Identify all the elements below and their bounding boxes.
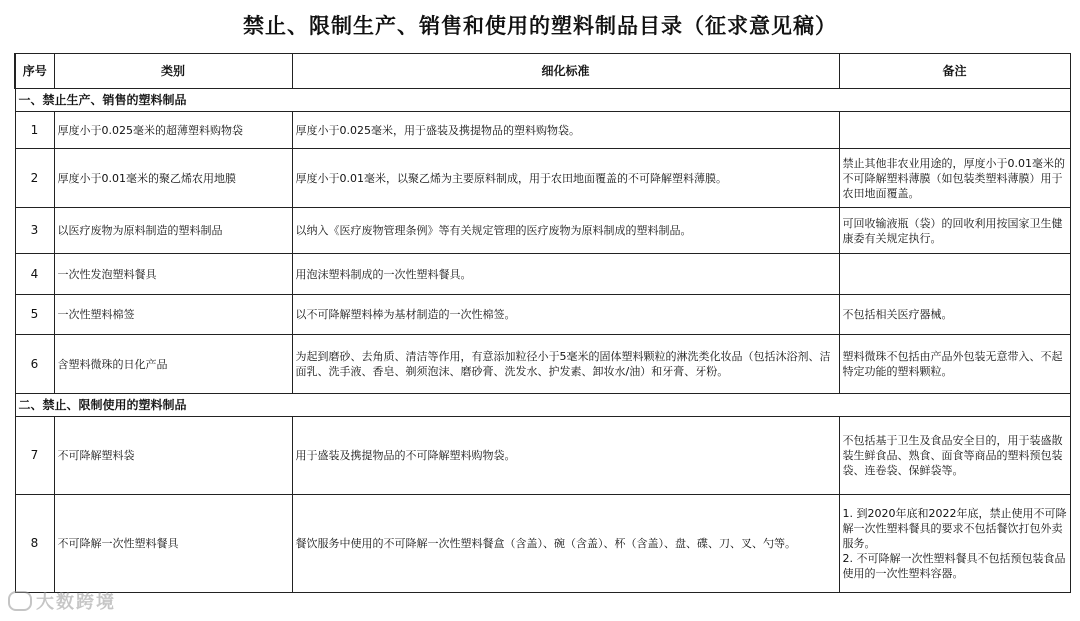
watermark-logo-icon [8, 591, 32, 611]
row-no: 4 [15, 254, 54, 295]
row-no: 7 [15, 417, 54, 495]
header-note: 备注 [839, 54, 1070, 89]
row-standard: 厚度小于0.01毫米，以聚乙烯为主要原料制成，用于农田地面覆盖的不可降解塑料薄膜。 [292, 149, 839, 208]
row-note [839, 254, 1070, 295]
table-row [15, 335, 1070, 394]
table-row [15, 417, 1070, 495]
catalog-table [14, 53, 1071, 593]
section-heading: 一、禁止生产、销售的塑料制品 [15, 89, 1070, 112]
row-note: 禁止其他非农业用途的，厚度小于0.01毫米的不可降解塑料薄膜（如包装类塑料薄膜）用于农田地面覆盖。 [839, 149, 1070, 208]
row-standard: 以纳入《医疗废物管理条例》等有关规定管理的医疗废物为原料制成的塑料制品。 [292, 208, 839, 254]
row-category: 不可降解一次性塑料餐具 [54, 495, 292, 593]
row-no: 1 [15, 112, 54, 149]
table-row [15, 208, 1070, 254]
row-standard: 以不可降解塑料棒为基材制造的一次性棉签。 [292, 295, 839, 335]
row-standard: 用于盛装及携提物品的不可降解塑料购物袋。 [292, 417, 839, 495]
watermark-text: 大数跨境 [36, 592, 116, 613]
row-note: 1. 到2020年底和2022年底，禁止使用不可降解一次性塑料餐具的要求不包括餐饮打包外卖服务。 2. 不可降解一次性塑料餐具不包括预包装食品使用的一次性塑料容器。 [839, 495, 1070, 593]
table-header-row [15, 54, 1070, 89]
row-category: 一次性塑料棉签 [54, 295, 292, 335]
table-row [15, 495, 1070, 593]
row-category: 一次性发泡塑料餐具 [54, 254, 292, 295]
row-standard: 厚度小于0.025毫米，用于盛装及携提物品的塑料购物袋。 [292, 112, 839, 149]
watermark [8, 588, 116, 614]
header-standard: 细化标准 [292, 54, 839, 89]
page-title: 禁止、限制生产、销售和使用的塑料制品目录（征求意见稿） [243, 14, 837, 38]
row-standard: 餐饮服务中使用的不可降解一次性塑料餐盒（含盖）、碗（含盖）、杯（含盖）、盘、碟、刀、叉、勺等。 [292, 495, 839, 593]
header-category: 类别 [54, 54, 292, 89]
table-row [15, 254, 1070, 295]
row-standard: 为起到磨砂、去角质、清洁等作用，有意添加粒径小于5毫米的固体塑料颗粒的淋洗类化妆品（包括沐浴剂、洁面乳、洗手液、香皂、剃须泡沫、磨砂膏、洗发水、护发素、卸妆水/油）和牙膏、牙粉。 [292, 335, 839, 394]
row-no: 6 [15, 335, 54, 394]
section-heading-row [15, 89, 1070, 112]
row-note: 塑料微珠不包括由产品外包装无意带入、不起特定功能的塑料颗粒。 [839, 335, 1070, 394]
row-category: 以医疗废物为原料制造的塑料制品 [54, 208, 292, 254]
section-heading: 二、禁止、限制使用的塑料制品 [15, 394, 1070, 417]
row-note: 不包括基于卫生及食品安全目的，用于装盛散装生鲜食品、熟食、面食等商品的塑料预包装袋、连卷袋、保鲜袋等。 [839, 417, 1070, 495]
row-no: 2 [15, 149, 54, 208]
row-category: 厚度小于0.025毫米的超薄塑料购物袋 [54, 112, 292, 149]
table-row [15, 112, 1070, 149]
row-no: 8 [15, 495, 54, 593]
row-standard: 用泡沫塑料制成的一次性塑料餐具。 [292, 254, 839, 295]
row-category: 含塑料微珠的日化产品 [54, 335, 292, 394]
header-no: 序号 [15, 54, 54, 89]
row-note: 可回收输液瓶（袋）的回收利用按国家卫生健康委有关规定执行。 [839, 208, 1070, 254]
row-note [839, 112, 1070, 149]
section-heading-row [15, 394, 1070, 417]
row-category: 厚度小于0.01毫米的聚乙烯农用地膜 [54, 149, 292, 208]
row-category: 不可降解塑料袋 [54, 417, 292, 495]
table-row [15, 295, 1070, 335]
row-no: 3 [15, 208, 54, 254]
table-row [15, 149, 1070, 208]
row-note: 不包括相关医疗器械。 [839, 295, 1070, 335]
row-no: 5 [15, 295, 54, 335]
